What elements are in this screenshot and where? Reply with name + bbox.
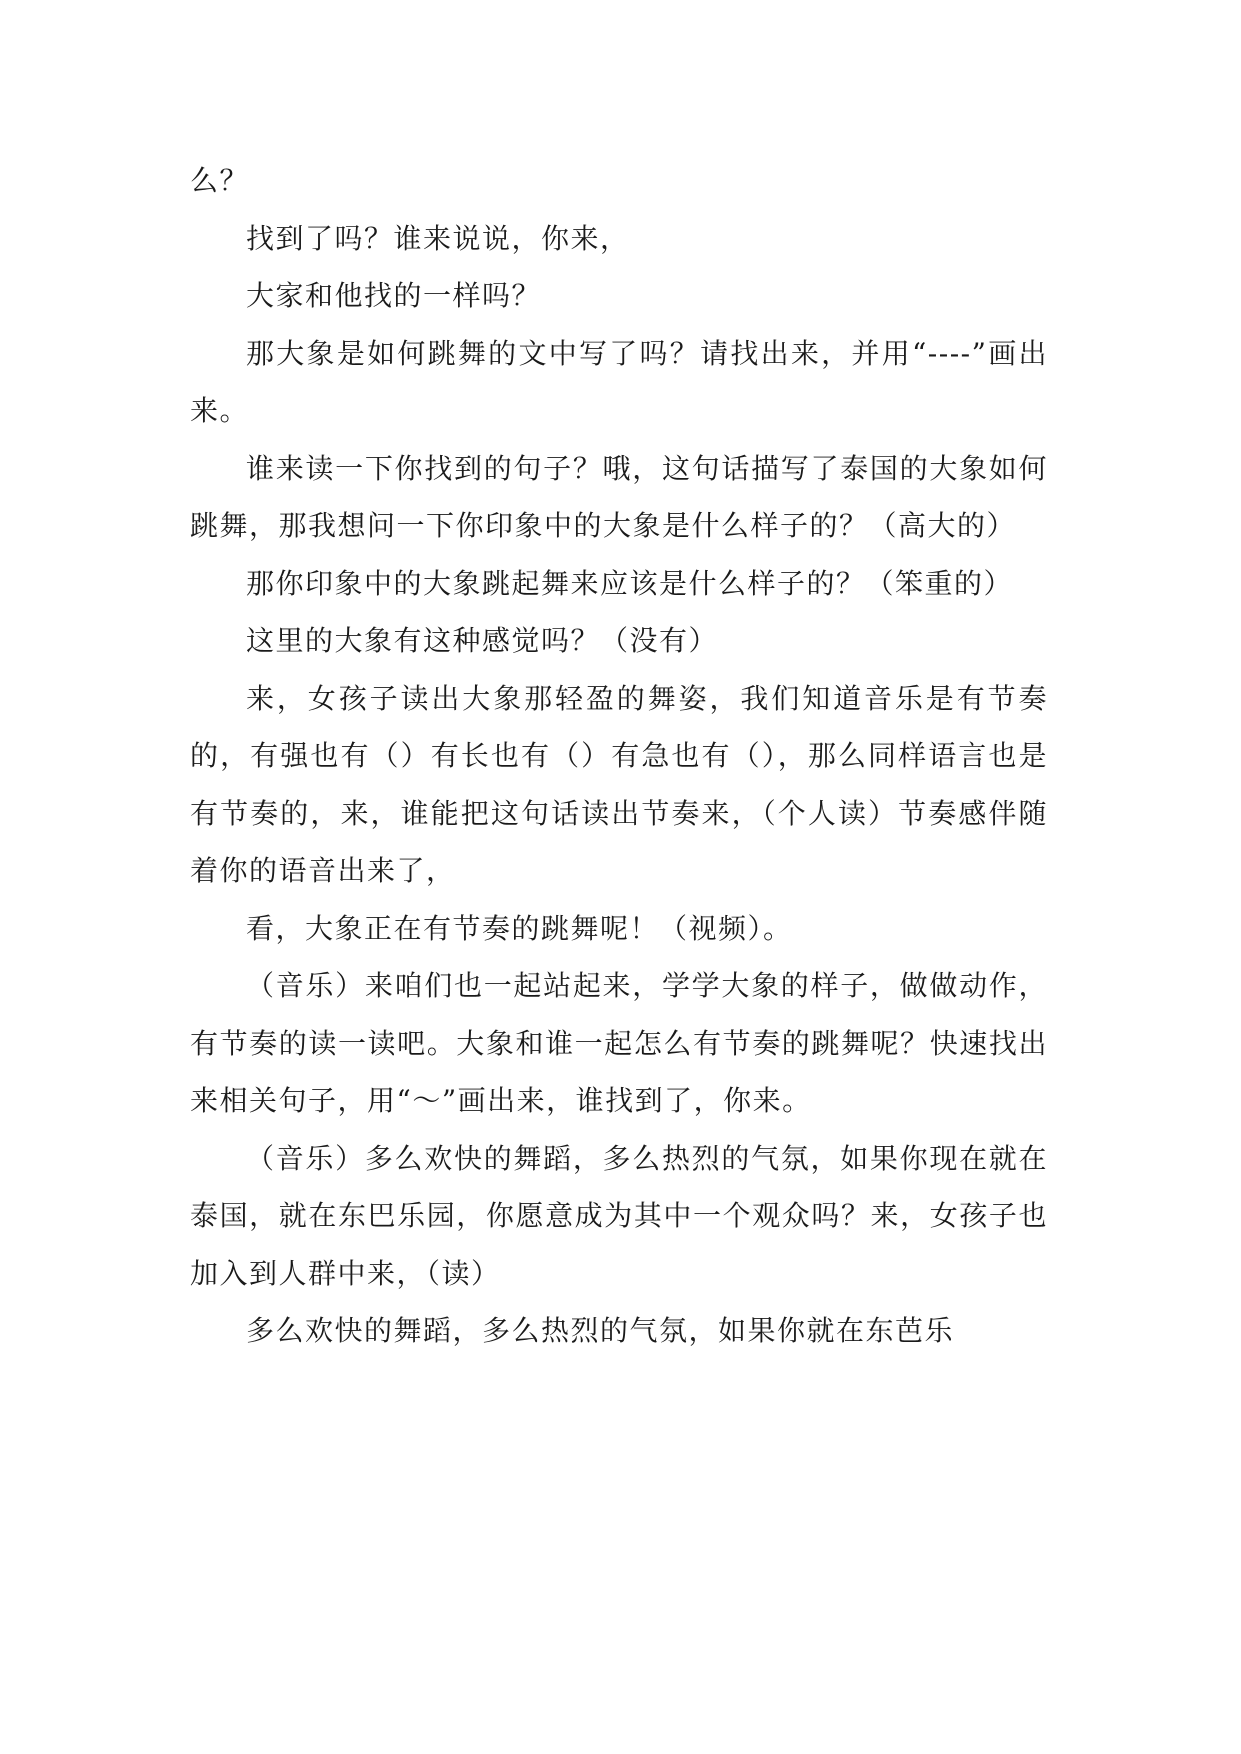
- paragraph-1: 么？: [190, 164, 250, 197]
- paragraph-5: 谁来读一下你找到的句子？哦，这句话描写了泰国的大象如何跳舞，那我想问一下你印象中的大象是什么样子的？（高大的）: [190, 451, 1048, 542]
- paragraph-6: 那你印象中的大象跳起舞来应该是什么样子的？（笨重的）: [246, 566, 1014, 600]
- paragraph-8: 来，女孩子读出大象那轻盈的舞姿，我们知道音乐是有节奏的，有强也有（）有长也有（）有急也有（），那么同样语言也是有节奏的，来，谁能把这句话读出节奏来，（个人读）节奏感伴随着你的语音出来了，: [190, 681, 1048, 887]
- paragraph-11: （音乐）多么欢快的舞蹈，多么热烈的气氛，如果你现在就在泰国，就在东巴乐园，你愿意成为其中一个观众吗？来，女孩子也加入到人群中来，（读）: [190, 1141, 1048, 1290]
- paragraph-9: 看，大象正在有节奏的跳舞呢！（视频）。: [246, 911, 793, 945]
- paragraph-12: 多么欢快的舞蹈，多么热烈的气氛，如果你就在东芭乐: [246, 1314, 955, 1347]
- paragraph-7: 这里的大象有这种感觉吗？（没有）: [246, 624, 719, 657]
- paragraph-3: 大家和他找的一样吗？: [246, 279, 542, 312]
- paragraph-2: 找到了吗？谁来说说，你来，: [246, 221, 630, 255]
- paragraph-10: （音乐）来咱们也一起站起来，学学大象的样子，做做动作，有节奏的读一读吧。大象和谁一起怎么有节奏的跳舞呢？快速找出来相关句子，用“～”画出来，谁找到了，你来。: [190, 969, 1048, 1117]
- paragraph-4: 那大象是如何跳舞的文中写了吗？请找出来，并用“----”画出来。: [190, 336, 1048, 427]
- body-text: [190, 152, 1048, 1360]
